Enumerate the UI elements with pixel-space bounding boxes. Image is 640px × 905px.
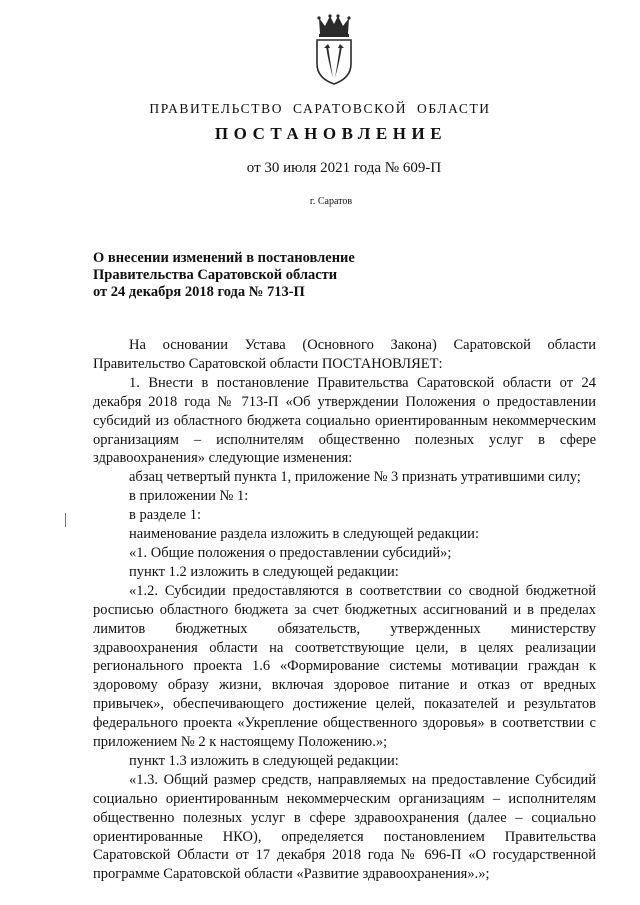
saratov-coat-of-arms-icon <box>313 14 355 86</box>
body-paragraph: «1.3. Общий размер средств, направляемых на предоставление Субсидий социально ориентированным некоммерческим организациям – исполнителям общественно полезных услуг в сфере здравоохранения (далее – социально ориентированные НКО), определяется постановлением Правительства Саратовской Области от 17 декабря 2018 года № 696-П «О государственной программе Саратовской области «Развитие здравоохранения».»; <box>93 771 596 883</box>
body-paragraph: пункт 1.2 изложить в следующей редакции: <box>129 563 399 580</box>
body-paragraph: На основании Устава (Основного Закона) Саратовской области Правительство Саратовской области ПОСТАНОВЛЯЕТ: <box>93 337 596 372</box>
document-subject <box>93 250 355 301</box>
document-type: ПОСТАНОВЛЕНИЕ <box>214 124 448 143</box>
document-body <box>93 336 596 884</box>
body-paragraph: в приложении № 1: <box>129 488 249 505</box>
subject-line: от 24 декабря 2018 года № 713-П <box>93 284 305 300</box>
document-date-number: от 30 июля 2021 года № 609-П <box>246 160 442 176</box>
margin-mark <box>65 513 66 527</box>
body-paragraph: «1. Общие положения о предоставлении субсидий»; <box>129 544 452 561</box>
government-name: ПРАВИТЕЛЬСТВО САРАТОВСКОЙ ОБЛАСТИ <box>149 101 491 116</box>
body-paragraph: «1.2. Субсидии предоставляются в соответствии со сводной бюджетной росписью областного бюджета за счет бюджетных ассигнований и в пределах лимитов бюджетных обязательств, утвержденных министерству здравоохранения области на соответствующие цели, в целях реализации регионального проекта 1.6 «Формирование системы мотивации граждан к здоровому образу жизни, включая здоровое питание и отказ от вредных привычек», обеспечивающего достижение целей, показателей и результатов федерального проекта «Укрепление общественного здоровья» в соответствии с приложением № 2 к настоящему Положению.»; <box>93 582 596 751</box>
body-paragraph: в разделе 1: <box>129 507 202 524</box>
body-paragraph: наименование раздела изложить в следующей редакции: <box>129 526 479 543</box>
body-paragraph: абзац четвертый пункта 1, приложение № 3 признать утратившими силу; <box>129 469 581 486</box>
subject-line: Правительства Саратовской области <box>93 267 338 283</box>
subject-line: О внесении изменений в постановление <box>93 250 355 266</box>
body-paragraph: пункт 1.3 изложить в следующей редакции: <box>129 752 399 769</box>
body-paragraph: 1. Внести в постановление Правительства Саратовской области от 24 декабря 2018 года № 713-П «Об утверждении Положения о предоставлении субсидий из областного бюджета социально ориентированным некоммерческим организациям – исполнителям общественно полезных услуг в сфере здравоохранения» следующие изменения: <box>93 374 596 467</box>
document-city: г. Саратов <box>309 196 353 207</box>
